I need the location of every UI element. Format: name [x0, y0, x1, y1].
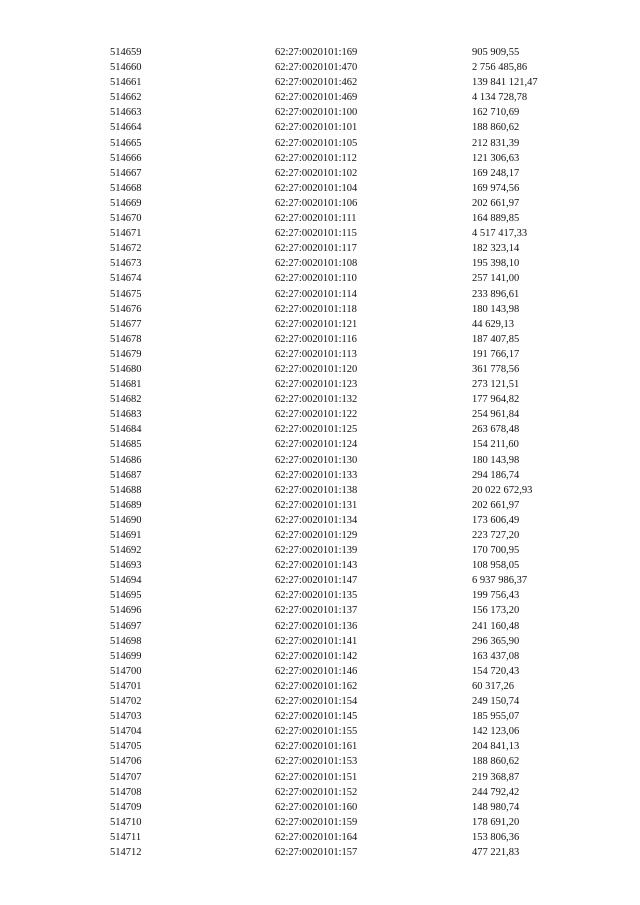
cadastral-value: 185 955,07 [472, 711, 520, 723]
table-row [0, 483, 640, 498]
cadastral-value: 233 896,61 [472, 288, 520, 300]
cadastral-value: 44 629,13 [472, 318, 514, 330]
table-row [0, 603, 640, 618]
cadastral-number: 62:27:0020101:153 [275, 756, 358, 768]
cadastral-value: 191 766,17 [472, 348, 520, 360]
cadastral-number: 62:27:0020101:100 [275, 107, 358, 119]
row-number: 514711 [110, 831, 142, 843]
table-row [0, 724, 640, 739]
table-row [0, 619, 640, 634]
cadastral-value: 244 792,42 [472, 786, 520, 798]
cadastral-number: 62:27:0020101:104 [275, 182, 358, 194]
row-number: 514688 [110, 484, 142, 496]
row-number: 514705 [110, 741, 142, 753]
cadastral-value: 263 678,48 [472, 424, 520, 436]
row-number: 514696 [110, 605, 142, 617]
cadastral-number: 62:27:0020101:108 [275, 258, 358, 270]
cadastral-number: 62:27:0020101:147 [275, 575, 358, 587]
table-row [0, 211, 640, 226]
cadastral-value: 169 248,17 [472, 167, 520, 179]
table-row [0, 392, 640, 407]
cadastral-value: 188 860,62 [472, 756, 520, 768]
table-row [0, 770, 640, 785]
cadastral-value: 4 517 417,33 [472, 228, 528, 240]
row-number: 514707 [110, 771, 142, 783]
table-row [0, 709, 640, 724]
row-number: 514686 [110, 454, 142, 466]
cadastral-value: 121 306,63 [472, 152, 520, 164]
table-row [0, 151, 640, 166]
cadastral-number: 62:27:0020101:130 [275, 454, 358, 466]
table-row [0, 830, 640, 845]
row-number: 514703 [110, 711, 142, 723]
cadastral-number: 62:27:0020101:134 [275, 514, 358, 526]
table-row [0, 437, 640, 452]
row-number: 514661 [110, 77, 142, 89]
table-row [0, 634, 640, 649]
cadastral-value: 182 323,14 [472, 243, 520, 255]
row-number: 514678 [110, 333, 142, 345]
table-row [0, 845, 640, 860]
cadastral-value: 361 778,56 [472, 363, 520, 375]
cadastral-value: 60 317,26 [472, 680, 514, 692]
table-row [0, 120, 640, 135]
table-row [0, 90, 640, 105]
row-number: 514687 [110, 469, 142, 481]
cadastral-value: 294 186,74 [472, 469, 520, 481]
table-row [0, 136, 640, 151]
table-row [0, 468, 640, 483]
row-number: 514675 [110, 288, 142, 300]
table-row [0, 332, 640, 347]
table-row [0, 558, 640, 573]
cadastral-number: 62:27:0020101:470 [275, 62, 358, 74]
table-row [0, 543, 640, 558]
cadastral-number: 62:27:0020101:118 [275, 303, 357, 315]
cadastral-value: 241 160,48 [472, 620, 520, 632]
cadastral-value: 212 831,39 [472, 137, 520, 149]
table-row [0, 181, 640, 196]
cadastral-number: 62:27:0020101:117 [275, 243, 357, 255]
row-number: 514698 [110, 635, 142, 647]
table-row [0, 573, 640, 588]
cadastral-value: 223 727,20 [472, 530, 520, 541]
row-number: 514700 [110, 665, 142, 677]
cadastral-value: 187 407,85 [472, 333, 520, 345]
cadastral-number: 62:27:0020101:135 [275, 590, 358, 602]
row-number: 514689 [110, 499, 142, 511]
table-row [0, 649, 640, 664]
table-row [0, 241, 640, 256]
cadastral-value: 153 806,36 [472, 831, 520, 843]
table-row [0, 694, 640, 709]
table-row [0, 302, 640, 317]
cadastral-value: 154 211,60 [472, 439, 519, 451]
cadastral-number: 62:27:0020101:136 [275, 620, 358, 632]
cadastral-number: 62:27:0020101:151 [275, 771, 358, 783]
cadastral-number: 62:27:0020101:142 [275, 650, 358, 662]
cadastral-value: 173 606,49 [472, 514, 520, 526]
row-number: 514662 [110, 92, 142, 104]
cadastral-number: 62:27:0020101:116 [275, 333, 357, 345]
row-number: 514668 [110, 182, 142, 194]
row-number: 514685 [110, 439, 142, 451]
cadastral-value: 249 150,74 [472, 696, 520, 708]
cadastral-number: 62:27:0020101:131 [275, 499, 358, 511]
cadastral-number: 62:27:0020101:129 [275, 530, 358, 541]
cadastral-value: 204 841,13 [472, 741, 520, 753]
cadastral-number: 62:27:0020101:113 [275, 348, 357, 360]
row-number: 514666 [110, 152, 142, 164]
cadastral-number: 62:27:0020101:115 [275, 228, 357, 240]
cadastral-value-table [0, 45, 640, 860]
row-number: 514672 [110, 243, 142, 255]
cadastral-value: 2 756 485,86 [472, 62, 528, 74]
cadastral-number: 62:27:0020101:111 [275, 213, 357, 225]
cadastral-value: 142 123,06 [472, 726, 520, 738]
cadastral-value: 219 368,87 [472, 771, 520, 783]
row-number: 514693 [110, 560, 142, 572]
cadastral-value: 180 143,98 [472, 303, 520, 315]
cadastral-value: 148 980,74 [472, 801, 520, 813]
row-number: 514694 [110, 575, 142, 587]
cadastral-number: 62:27:0020101:110 [275, 273, 357, 285]
cadastral-number: 62:27:0020101:159 [275, 816, 358, 828]
table-row [0, 45, 640, 60]
row-number: 514659 [110, 47, 142, 58]
cadastral-number: 62:27:0020101:125 [275, 424, 358, 436]
row-number: 514710 [110, 816, 142, 828]
document-page [0, 45, 640, 860]
cadastral-number: 62:27:0020101:160 [275, 801, 358, 813]
table-row [0, 422, 640, 437]
table-row [0, 317, 640, 332]
cadastral-value: 178 691,20 [472, 816, 520, 828]
cadastral-number: 62:27:0020101:154 [275, 696, 358, 708]
row-number: 514680 [110, 363, 142, 375]
cadastral-value: 273 121,51 [472, 379, 520, 391]
row-number: 514679 [110, 348, 142, 360]
table-row [0, 407, 640, 422]
cadastral-number: 62:27:0020101:120 [275, 363, 358, 375]
cadastral-value: 164 889,85 [472, 213, 520, 225]
cadastral-number: 62:27:0020101:157 [275, 846, 358, 858]
cadastral-number: 62:27:0020101:106 [275, 197, 358, 209]
cadastral-number: 62:27:0020101:155 [275, 726, 358, 738]
row-number: 514695 [110, 590, 142, 602]
row-number: 514667 [110, 167, 142, 179]
cadastral-value: 257 141,00 [472, 273, 520, 285]
table-row [0, 815, 640, 830]
cadastral-number: 62:27:0020101:162 [275, 680, 358, 692]
row-number: 514670 [110, 213, 142, 225]
cadastral-number: 62:27:0020101:469 [275, 92, 358, 104]
cadastral-value: 195 398,10 [472, 258, 520, 270]
table-row [0, 362, 640, 377]
row-number: 514665 [110, 137, 142, 149]
cadastral-value: 202 661,97 [472, 197, 520, 209]
cadastral-number: 62:27:0020101:143 [275, 560, 358, 572]
row-number: 514681 [110, 379, 142, 391]
cadastral-value: 477 221,83 [472, 846, 520, 858]
row-number: 514660 [110, 62, 142, 74]
cadastral-number: 62:27:0020101:137 [275, 605, 358, 617]
table-row [0, 287, 640, 302]
cadastral-value: 156 173,20 [472, 605, 520, 617]
cadastral-number: 62:27:0020101:124 [275, 439, 358, 451]
cadastral-value: 163 437,08 [472, 650, 520, 662]
cadastral-number: 62:27:0020101:169 [275, 47, 358, 58]
cadastral-value: 188 860,62 [472, 122, 520, 134]
cadastral-value: 4 134 728,78 [472, 92, 528, 104]
row-number: 514684 [110, 424, 142, 436]
table-row [0, 513, 640, 528]
table-row [0, 256, 640, 271]
row-number: 514691 [110, 530, 142, 541]
table-row [0, 498, 640, 513]
row-number: 514704 [110, 726, 142, 738]
cadastral-number: 62:27:0020101:121 [275, 318, 358, 330]
cadastral-number: 62:27:0020101:164 [275, 831, 358, 843]
row-number: 514673 [110, 258, 142, 270]
table-row [0, 664, 640, 679]
cadastral-value: 905 909,55 [472, 47, 520, 58]
row-number: 514692 [110, 545, 142, 557]
table-row [0, 785, 640, 800]
cadastral-number: 62:27:0020101:101 [275, 122, 358, 134]
cadastral-number: 62:27:0020101:139 [275, 545, 358, 557]
table-row [0, 196, 640, 211]
cadastral-value: 170 700,95 [472, 545, 520, 557]
cadastral-value: 139 841 121,47 [472, 77, 538, 89]
cadastral-number: 62:27:0020101:141 [275, 635, 358, 647]
table-row [0, 739, 640, 754]
cadastral-value: 6 937 986,37 [472, 575, 528, 587]
table-row [0, 588, 640, 603]
cadastral-value: 199 756,43 [472, 590, 520, 602]
table-row [0, 800, 640, 815]
cadastral-number: 62:27:0020101:146 [275, 665, 358, 677]
cadastral-number: 62:27:0020101:123 [275, 379, 358, 391]
table-row [0, 528, 640, 543]
cadastral-number: 62:27:0020101:132 [275, 394, 358, 406]
row-number: 514701 [110, 680, 142, 692]
cadastral-number: 62:27:0020101:138 [275, 484, 358, 496]
cadastral-number: 62:27:0020101:102 [275, 167, 358, 179]
row-number: 514663 [110, 107, 142, 119]
row-number: 514708 [110, 786, 142, 798]
row-number: 514697 [110, 620, 142, 632]
row-number: 514664 [110, 122, 142, 134]
cadastral-value: 20 022 672,93 [472, 484, 533, 496]
cadastral-value: 180 143,98 [472, 454, 520, 466]
row-number: 514683 [110, 409, 142, 421]
table-row [0, 679, 640, 694]
cadastral-number: 62:27:0020101:161 [275, 741, 358, 753]
row-number: 514676 [110, 303, 142, 315]
row-number: 514706 [110, 756, 142, 768]
table-row [0, 60, 640, 75]
cadastral-number: 62:27:0020101:112 [275, 152, 357, 164]
cadastral-value: 177 964,82 [472, 394, 520, 406]
table-row [0, 75, 640, 90]
row-number: 514699 [110, 650, 142, 662]
cadastral-number: 62:27:0020101:114 [275, 288, 357, 300]
table-row [0, 166, 640, 181]
cadastral-number: 62:27:0020101:122 [275, 409, 358, 421]
row-number: 514709 [110, 801, 142, 813]
row-number: 514712 [110, 846, 142, 858]
cadastral-value: 202 661,97 [472, 499, 520, 511]
cadastral-value: 169 974,56 [472, 182, 520, 194]
cadastral-number: 62:27:0020101:105 [275, 137, 358, 149]
row-number: 514671 [110, 228, 142, 240]
cadastral-value: 154 720,43 [472, 665, 520, 677]
table-row [0, 377, 640, 392]
table-row [0, 226, 640, 241]
row-number: 514669 [110, 197, 142, 209]
table-row [0, 754, 640, 769]
cadastral-number: 62:27:0020101:152 [275, 786, 358, 798]
cadastral-number: 62:27:0020101:133 [275, 469, 358, 481]
table-row [0, 453, 640, 468]
cadastral-value: 162 710,69 [472, 107, 520, 119]
row-number: 514674 [110, 273, 142, 285]
cadastral-value: 254 961,84 [472, 409, 520, 421]
table-row [0, 347, 640, 362]
table-row [0, 105, 640, 120]
table-row [0, 271, 640, 286]
cadastral-value: 296 365,90 [472, 635, 520, 647]
cadastral-number: 62:27:0020101:462 [275, 77, 358, 89]
cadastral-number: 62:27:0020101:145 [275, 711, 358, 723]
row-number: 514682 [110, 394, 142, 406]
row-number: 514702 [110, 696, 142, 708]
cadastral-value: 108 958,05 [472, 560, 520, 572]
row-number: 514690 [110, 514, 142, 526]
row-number: 514677 [110, 318, 142, 330]
